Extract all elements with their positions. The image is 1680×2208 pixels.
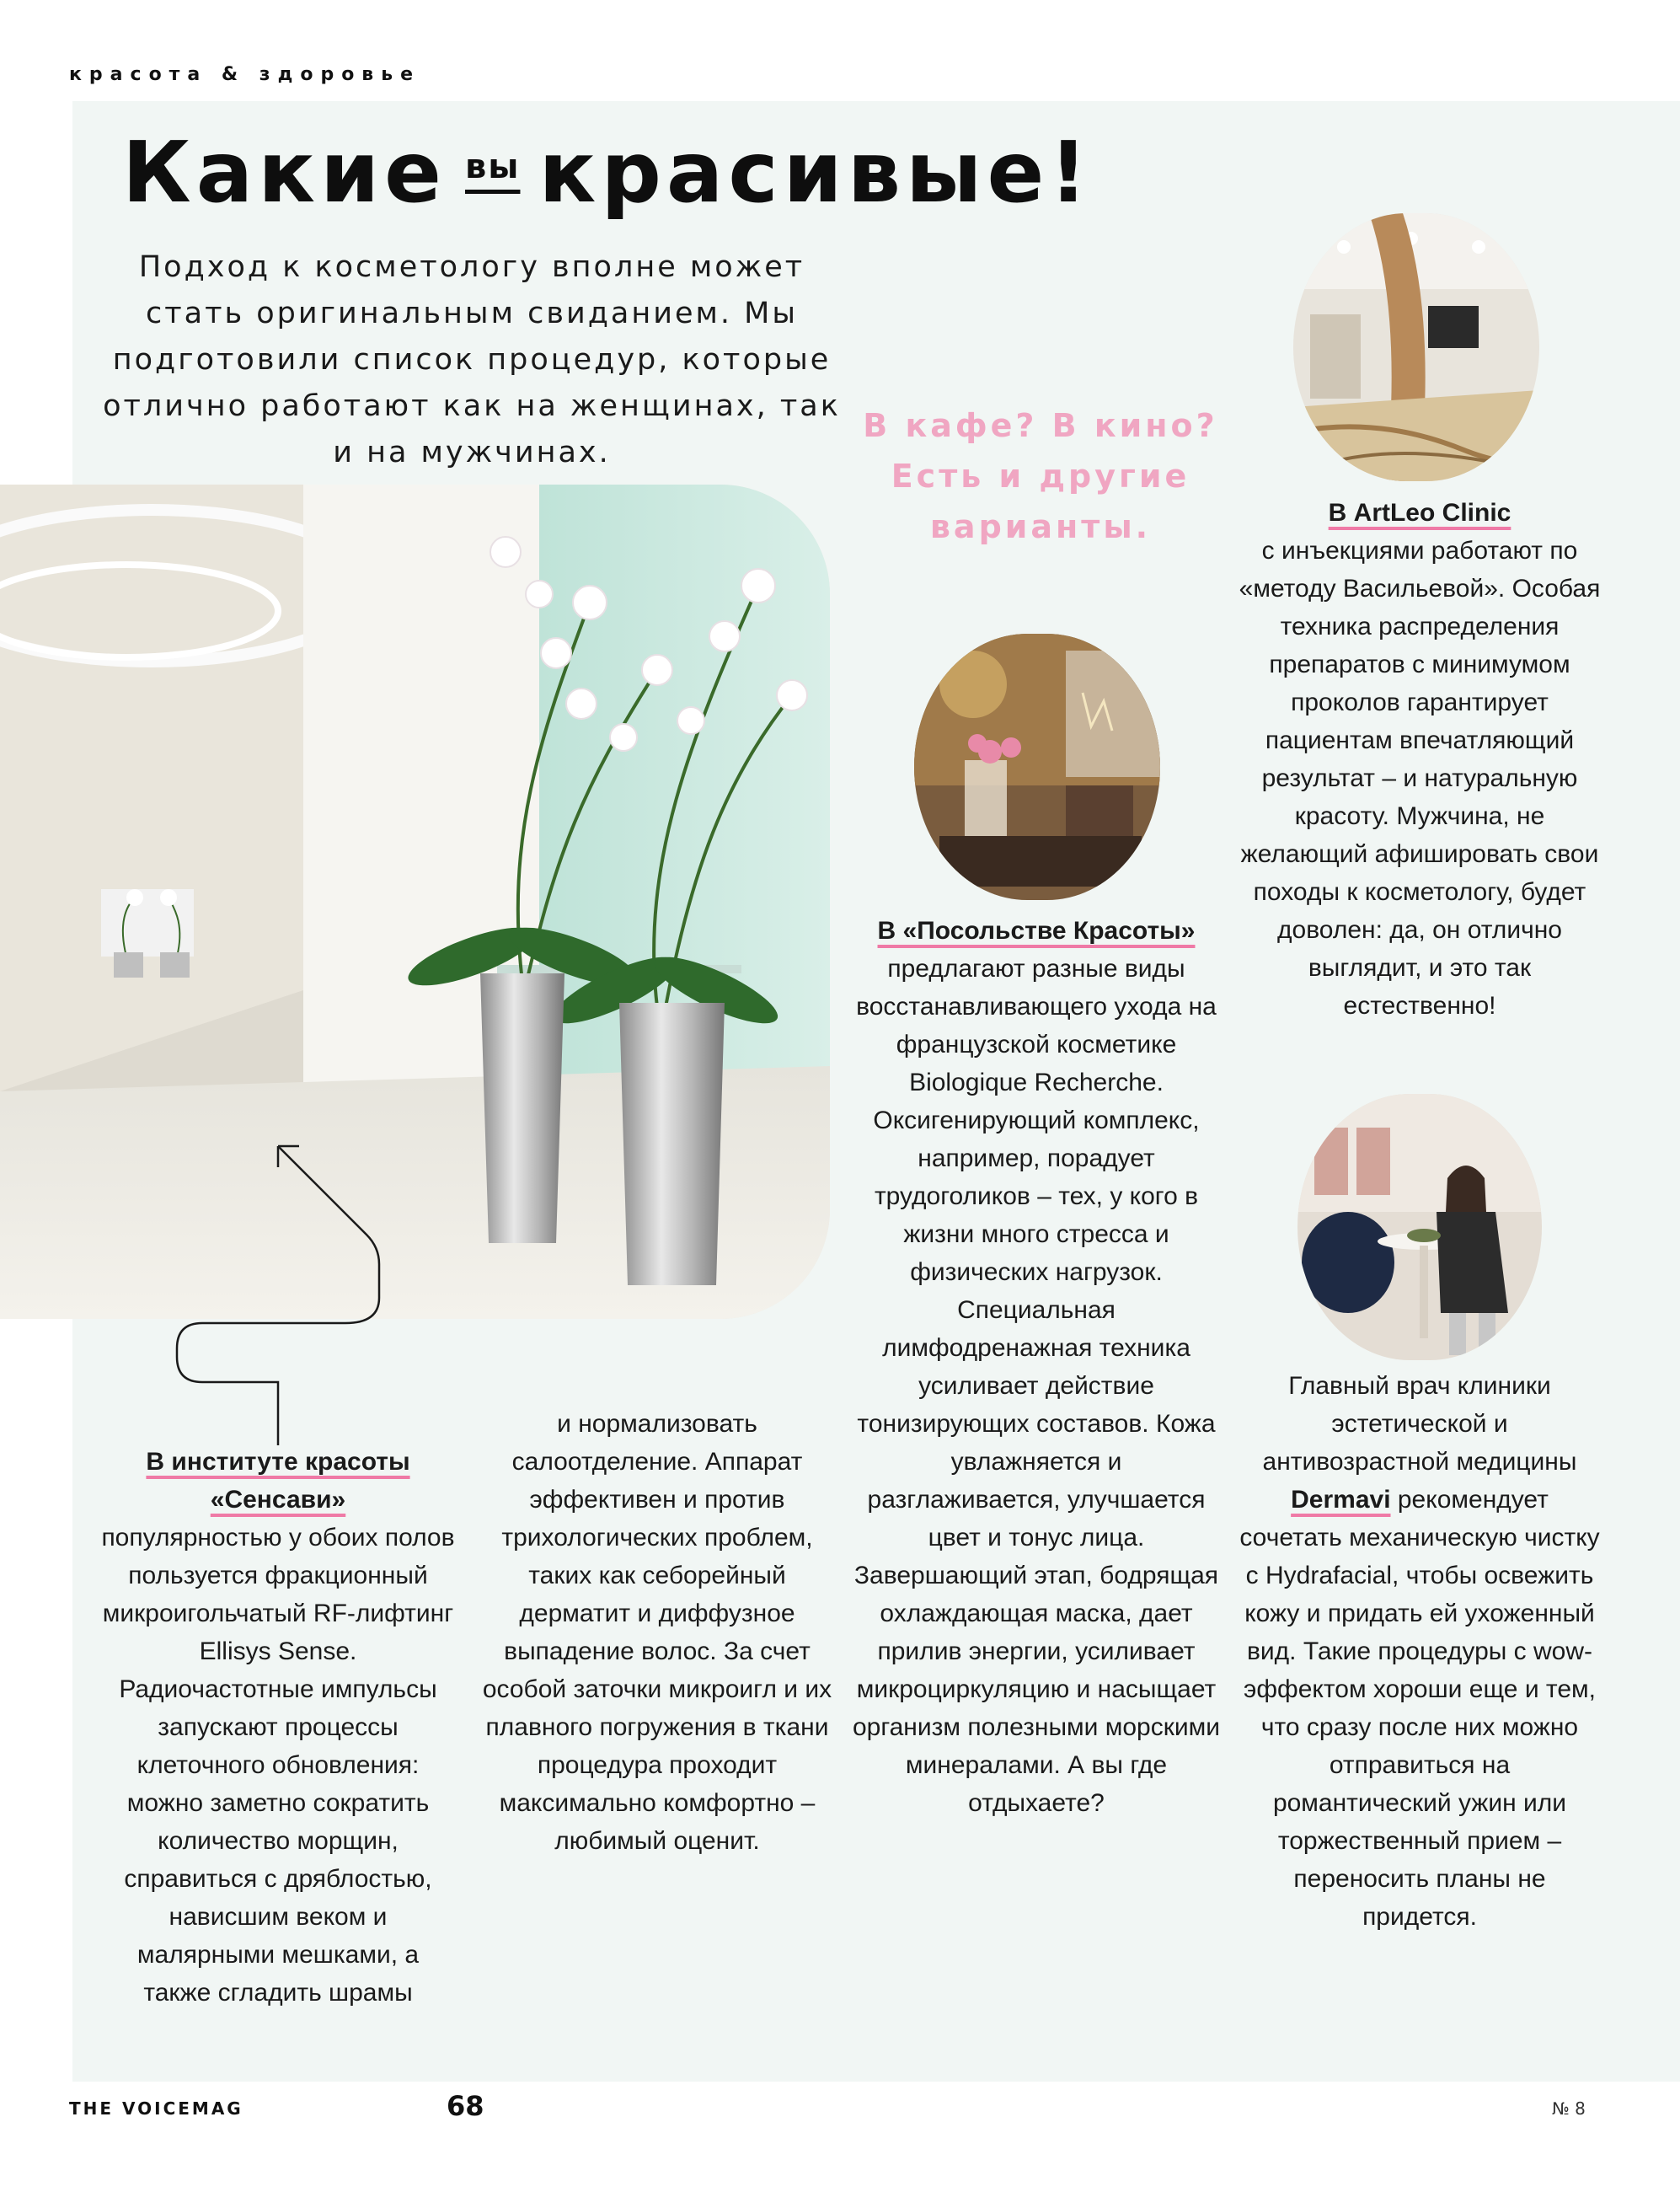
title-word-1: Какие <box>122 123 447 222</box>
clinic-name-embassy: В «Посольстве Красоты» <box>877 917 1196 945</box>
column-body <box>1239 1367 1601 1936</box>
article-column-dermavi <box>1239 1367 1601 1936</box>
article-column-continuation <box>480 1405 834 1860</box>
title-word-3: красивые! <box>538 123 1093 222</box>
embassy-interior-photo <box>914 634 1160 900</box>
column-body: популярностью у обоих полов пользуется фракционный микроигольчатый RF-лифтинг Ellisys Sense. Радиочастотные импульсы запускают процессы клеточного обновления: можно заметно сократить количество морщин, справиться с дряблостью, нависшим веком и малярными мешками, а также сгладить шрамы <box>101 1524 455 2007</box>
column-text-before: Главный врач клиники эстетической и антивозрастной медицины <box>1262 1372 1577 1476</box>
clinic-name-dermavi: Dermavi <box>1291 1486 1391 1514</box>
pull-quote-line: В кафе? В кино? <box>863 407 1218 444</box>
page-title <box>122 118 1133 245</box>
artleo-clinic-photo <box>1293 213 1539 481</box>
column-body: и нормализовать салоотделение. Аппарат эффективен и против трихологических проблем, таких как себорейный дерматит и диффузное выпадение волос. За счет особой заточки микроигл и их плавного погружения в ткани процедура проходит максимально комфортно – любимый оценит. <box>482 1410 832 1855</box>
page-number: 68 <box>447 2090 484 2122</box>
dermavi-doctor-photo <box>1297 1094 1542 1360</box>
arrow-pointer-icon <box>160 1129 396 1450</box>
issue-number: № 8 <box>1552 2098 1586 2119</box>
clinic-hallway-photo <box>0 485 830 1319</box>
lead-paragraph: Подход к косметологу вполне может стать оригинальным свиданием. Мы подготовили список процедур, которые отлично работают как на женщинах, так и на мужчинах. <box>103 250 841 469</box>
pull-quote <box>859 400 1222 552</box>
clinic-name-sensavi-line2: «Сенсави» <box>210 1486 346 1514</box>
column-text-after: рекомендует сочетать механическую чистку с Hydrafacial, чтобы освежить кожу и придать ей ухоженный вид. Такие процедуры с wow-эффектом хороши еще и тем, что сразу после них можно отправиться на романтический ужин или торжественный прием – переносить планы не придется. <box>1239 1486 1600 1931</box>
column-body: с инъекциями работают по «методу Васильевой». Особая техника распределения препаратов с минимумом проколов гарантирует пациентам впечатляющий результат – и натуральную красоту. Мужчина, не желающий афишировать свои походы к косметологу, будет доволен: да, он отлично выглядит, и это так естественно! <box>1239 537 1601 1020</box>
section-label: красота & здоровье <box>69 64 421 85</box>
article-column-sensavi <box>101 1443 455 2012</box>
pull-quote-line: Есть и другие <box>891 458 1190 495</box>
clinic-name-sensavi-line1: В институте красоты <box>146 1448 410 1476</box>
clinic-name-artleo: В ArtLeo Clinic <box>1328 499 1511 527</box>
article-column-artleo <box>1239 494 1601 1025</box>
magazine-name: THE VOICEMAG <box>69 2098 243 2119</box>
title-word-2: вы <box>464 147 521 186</box>
pull-quote-line: варианты. <box>929 508 1152 545</box>
article-column-embassy <box>851 912 1222 1822</box>
column-body: предлагают разные виды восстанавливающего ухода на французской косметике Biologique Recherche. Оксигенирующий комплекс, например, порадует трудоголиков – тех, у кого в жизни много стресса и физических нагрузок. Специальная лимфодренажная техника усиливает действие тонизирующих составов. Кожа увлажняется и разглаживается, улучшается цвет и тонус лица. Завершающий этап, бодрящая охлаждающая маска, дает прилив энергии, усиливает микроциркуляцию и насыщает организм полезными морскими минералами. А вы где отдыхаете? <box>852 955 1221 1817</box>
